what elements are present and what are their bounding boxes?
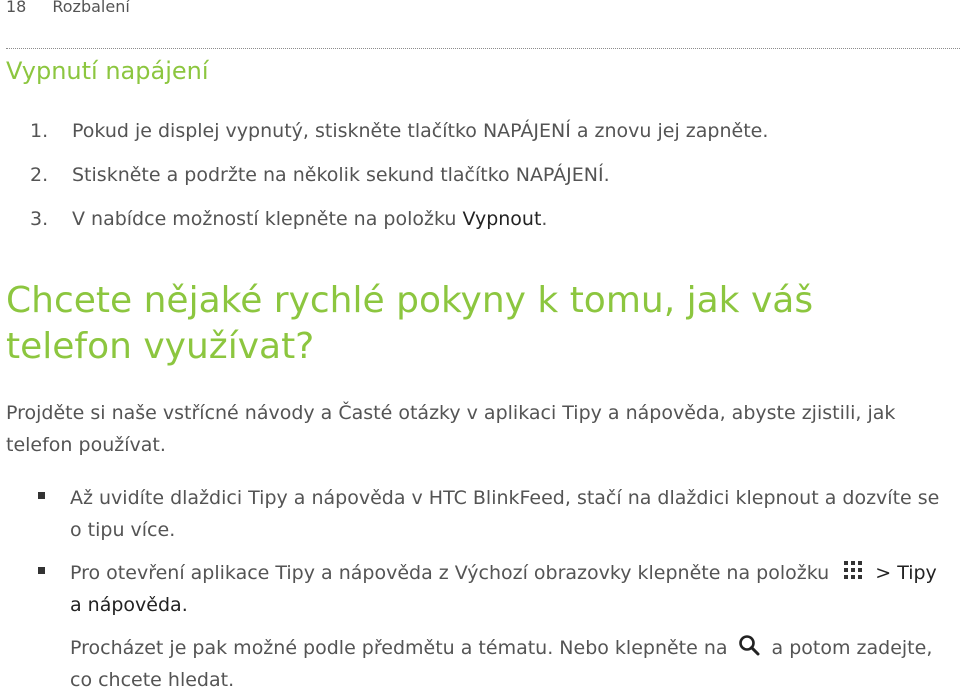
- page-number: 18: [6, 0, 27, 16]
- apps-grid-icon: [843, 558, 863, 578]
- tips-heading: Chcete nějaké rychlé pokyny k tomu, jak váš telefon využívat?: [6, 280, 814, 367]
- search-note: [70, 632, 950, 696]
- section-name: Rozbalení: [52, 0, 130, 16]
- step-item: [0, 197, 960, 241]
- bullet-text: Pro otevření aplikace Tipy a nápověda z Výchozí obrazovky klepněte na položku: [70, 562, 830, 584]
- step-text-end: .: [541, 208, 548, 230]
- power-off-heading: Vypnutí napájení: [6, 57, 209, 85]
- note-text-end: a potom zadejte, co chcete hledat.: [70, 637, 933, 691]
- bullet-marker: [38, 567, 45, 574]
- tips-intro: Projděte si naše vstřícné návody a Časté otázky v aplikaci Tipy a nápověda, abyste zjistili, jak telefon používat.: [6, 402, 896, 456]
- page-header: [6, 0, 130, 16]
- tips-bullets: [0, 482, 960, 696]
- bullet-text-end: .: [181, 594, 188, 616]
- step-number: 3.: [30, 208, 49, 230]
- step-highlight: Vypnout: [462, 208, 542, 230]
- header-divider: [6, 48, 960, 49]
- step-item: [0, 153, 960, 197]
- step-text: Pokud je displej vypnutý, stiskněte tlačítko NAPÁJENÍ a znovu jej zapněte.: [72, 120, 769, 142]
- step-text: V nabídce možností klepněte na položku: [72, 208, 463, 230]
- bullet-marker: [38, 492, 45, 499]
- step-number: 2.: [30, 164, 49, 186]
- bullet-highlight: > Tipy a nápověda: [70, 562, 937, 616]
- step-text: Stiskněte a podržte na několik sekund tlačítko NAPÁJENÍ.: [72, 164, 610, 186]
- search-icon: [738, 634, 760, 656]
- step-item: [0, 109, 960, 153]
- note-text: Procházet je pak možné podle předmětu a tématu. Nebo klepněte na: [70, 637, 728, 659]
- bullet-item: [0, 557, 960, 696]
- step-number: 1.: [30, 120, 49, 142]
- bullet-text: Až uvidíte dlaždici Tipy a nápověda v HTC BlinkFeed, stačí na dlaždici klepnout a dozvíte se o tipu více.: [70, 487, 940, 541]
- power-off-steps: [0, 109, 960, 241]
- bullet-item: [0, 482, 960, 546]
